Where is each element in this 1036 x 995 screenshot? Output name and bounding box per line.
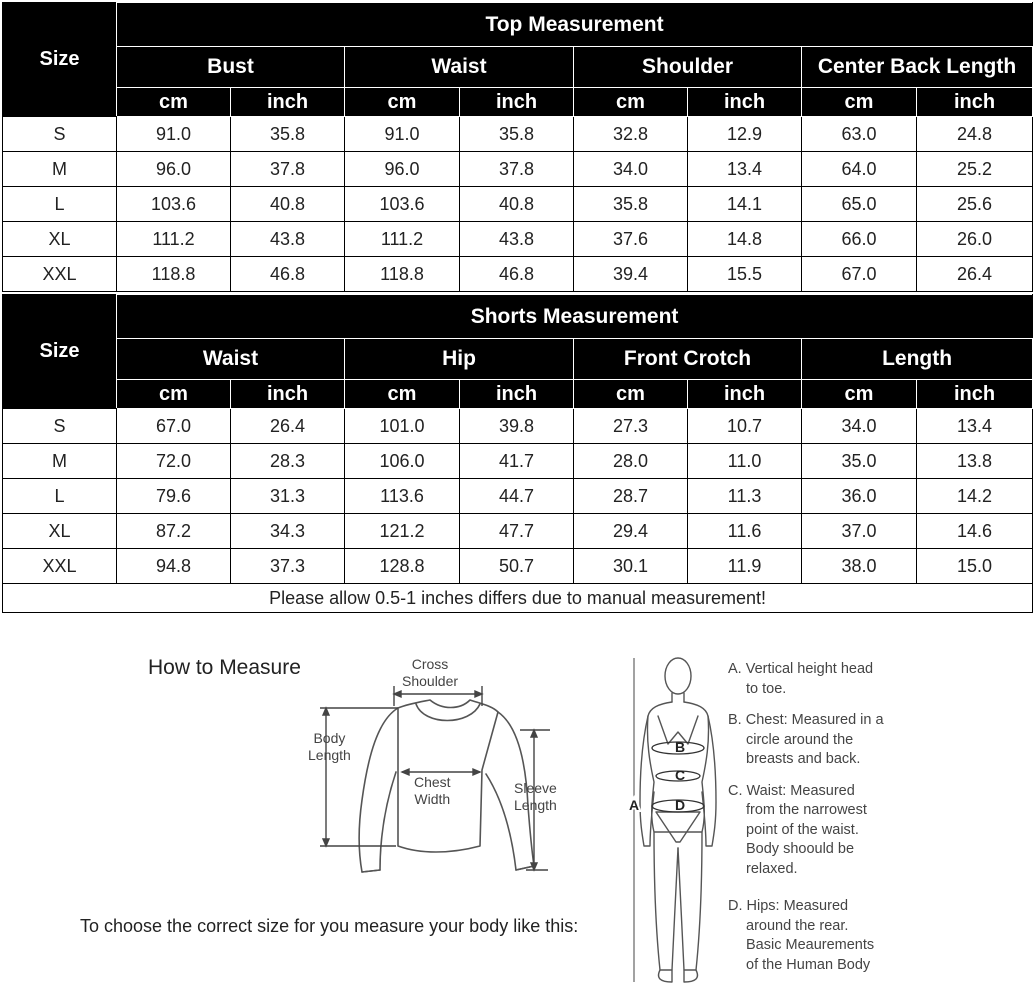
left-sleeve bbox=[359, 708, 398, 872]
value-cell: 37.3 bbox=[231, 549, 345, 584]
legend-line: breasts and back. bbox=[746, 751, 861, 767]
value-cell: 111.2 bbox=[117, 222, 231, 257]
value-cell: 11.9 bbox=[688, 549, 802, 584]
size-header: Size bbox=[3, 295, 117, 409]
measurement-note: Please allow 0.5-1 inches differs due to manual measurement! bbox=[3, 584, 1033, 613]
unit-header-inch: inch bbox=[917, 88, 1033, 117]
table-row bbox=[3, 409, 1033, 444]
value-cell: 13.8 bbox=[917, 444, 1033, 479]
table-row bbox=[3, 222, 1033, 257]
value-cell: 118.8 bbox=[345, 257, 460, 292]
group-header-length: Length bbox=[802, 339, 1033, 380]
marker-b: B bbox=[674, 739, 686, 755]
size-cell: XXL bbox=[3, 257, 117, 292]
unit-header-inch: inch bbox=[688, 380, 802, 409]
size-cell: L bbox=[3, 187, 117, 222]
value-cell: 44.7 bbox=[460, 479, 574, 514]
unit-header-cm: cm bbox=[802, 88, 917, 117]
legend-line: relaxed. bbox=[746, 860, 798, 877]
value-cell: 11.0 bbox=[688, 444, 802, 479]
unit-header-cm: cm bbox=[117, 88, 231, 117]
value-cell: 50.7 bbox=[460, 549, 574, 584]
value-cell: 28.3 bbox=[231, 444, 345, 479]
size-header: Size bbox=[3, 3, 117, 117]
table-row bbox=[3, 187, 1033, 222]
value-cell: 66.0 bbox=[802, 222, 917, 257]
unit-header-cm: cm bbox=[345, 380, 460, 409]
value-cell: 13.4 bbox=[688, 152, 802, 187]
value-cell: 37.8 bbox=[460, 152, 574, 187]
value-cell: 28.7 bbox=[574, 479, 688, 514]
value-cell: 39.8 bbox=[460, 409, 574, 444]
value-cell: 32.8 bbox=[574, 117, 688, 152]
head-icon bbox=[665, 658, 691, 694]
marker-a: A bbox=[628, 797, 640, 813]
value-cell: 26.4 bbox=[917, 257, 1033, 292]
value-cell: 11.6 bbox=[688, 514, 802, 549]
size-cell: M bbox=[3, 444, 117, 479]
value-cell: 63.0 bbox=[802, 117, 917, 152]
label-line: Body bbox=[313, 730, 346, 746]
value-cell: 37.8 bbox=[231, 152, 345, 187]
value-cell: 65.0 bbox=[802, 187, 917, 222]
sleeve-length-label bbox=[514, 780, 557, 814]
label-line: Chest bbox=[414, 774, 451, 790]
size-cell: L bbox=[3, 479, 117, 514]
unit-header-inch: inch bbox=[917, 380, 1033, 409]
legend-line: D. Hips: Measured bbox=[728, 898, 849, 914]
value-cell: 24.8 bbox=[917, 117, 1033, 152]
value-cell: 96.0 bbox=[345, 152, 460, 187]
value-cell: 25.6 bbox=[917, 187, 1033, 222]
value-cell: 96.0 bbox=[117, 152, 231, 187]
body-length-label bbox=[308, 730, 351, 764]
value-cell: 46.8 bbox=[231, 257, 345, 292]
table-row bbox=[3, 152, 1033, 187]
value-cell: 113.6 bbox=[345, 479, 460, 514]
choose-size-instruction: To choose the correct size for you measure your body like this: bbox=[80, 916, 579, 936]
size-cell: S bbox=[3, 117, 117, 152]
value-cell: 26.0 bbox=[917, 222, 1033, 257]
group-header-shoulder: Shoulder bbox=[574, 47, 802, 88]
value-cell: 37.6 bbox=[574, 222, 688, 257]
legend-line: to toe. bbox=[746, 680, 787, 697]
table-row bbox=[3, 479, 1033, 514]
value-cell: 47.7 bbox=[460, 514, 574, 549]
value-cell: 39.4 bbox=[574, 257, 688, 292]
label-line: Sleeve bbox=[514, 780, 557, 796]
value-cell: 35.0 bbox=[802, 444, 917, 479]
unit-header-cm: cm bbox=[345, 88, 460, 117]
value-cell: 118.8 bbox=[117, 257, 231, 292]
value-cell: 64.0 bbox=[802, 152, 917, 187]
body-diagram bbox=[620, 652, 730, 992]
label-line: Width bbox=[414, 791, 451, 807]
group-header-waist: Waist bbox=[345, 47, 574, 88]
legend-line: C. Waist: Measured bbox=[728, 782, 855, 799]
table-row bbox=[3, 549, 1033, 584]
value-cell: 34.0 bbox=[574, 152, 688, 187]
label-line: Shoulder bbox=[402, 673, 459, 689]
value-cell: 27.3 bbox=[574, 409, 688, 444]
group-header-bust: Bust bbox=[117, 47, 345, 88]
value-cell: 101.0 bbox=[345, 409, 460, 444]
value-cell: 31.3 bbox=[231, 479, 345, 514]
value-cell: 67.0 bbox=[117, 409, 231, 444]
unit-header-cm: cm bbox=[574, 380, 688, 409]
size-cell: XL bbox=[3, 222, 117, 257]
table-row bbox=[3, 514, 1033, 549]
value-cell: 94.8 bbox=[117, 549, 231, 584]
table-row bbox=[3, 444, 1033, 479]
cross-shoulder-label bbox=[402, 656, 458, 690]
value-cell: 79.6 bbox=[117, 479, 231, 514]
legend-line: A. Vertical height head bbox=[728, 661, 874, 677]
value-cell: 128.8 bbox=[345, 549, 460, 584]
marker-c: C bbox=[674, 767, 686, 783]
unit-header-inch: inch bbox=[688, 88, 802, 117]
value-cell: 43.8 bbox=[460, 222, 574, 257]
value-cell: 35.8 bbox=[574, 187, 688, 222]
chest-width-label bbox=[414, 774, 451, 808]
label-line: Length bbox=[514, 797, 557, 813]
group-header-hip: Hip bbox=[345, 339, 574, 380]
value-cell: 10.7 bbox=[688, 409, 802, 444]
group-header-center-back-length: Center Back Length bbox=[802, 47, 1033, 88]
table-row bbox=[3, 257, 1033, 292]
unit-header-inch: inch bbox=[231, 380, 345, 409]
how-to-measure-title: How to Measure bbox=[148, 656, 301, 679]
unit-header-cm: cm bbox=[802, 380, 917, 409]
legend-line: Body shoould be bbox=[746, 841, 855, 857]
value-cell: 72.0 bbox=[117, 444, 231, 479]
value-cell: 111.2 bbox=[345, 222, 460, 257]
value-cell: 38.0 bbox=[802, 549, 917, 584]
value-cell: 40.8 bbox=[231, 187, 345, 222]
value-cell: 37.0 bbox=[802, 514, 917, 549]
value-cell: 35.8 bbox=[231, 117, 345, 152]
value-cell: 103.6 bbox=[345, 187, 460, 222]
group-header-waist: Waist bbox=[117, 339, 345, 380]
legend-line: from the narrowest bbox=[746, 802, 867, 818]
value-cell: 25.2 bbox=[917, 152, 1033, 187]
value-cell: 40.8 bbox=[460, 187, 574, 222]
marker-d: D bbox=[674, 797, 686, 813]
value-cell: 91.0 bbox=[345, 117, 460, 152]
value-cell: 43.8 bbox=[231, 222, 345, 257]
size-cell: XXL bbox=[3, 549, 117, 584]
value-cell: 34.3 bbox=[231, 514, 345, 549]
shorts-measurement-table bbox=[2, 294, 1033, 613]
legend-line: B. Chest: Measured in a bbox=[728, 712, 884, 728]
how-to-measure-section bbox=[0, 620, 1036, 995]
table-title: Shorts Measurement bbox=[117, 295, 1033, 339]
label-line: Length bbox=[308, 747, 351, 763]
value-cell: 29.4 bbox=[574, 514, 688, 549]
unit-header-cm: cm bbox=[117, 380, 231, 409]
value-cell: 12.9 bbox=[688, 117, 802, 152]
measurement-legend bbox=[728, 660, 1028, 975]
value-cell: 103.6 bbox=[117, 187, 231, 222]
value-cell: 67.0 bbox=[802, 257, 917, 292]
value-cell: 35.8 bbox=[460, 117, 574, 152]
value-cell: 36.0 bbox=[802, 479, 917, 514]
value-cell: 14.1 bbox=[688, 187, 802, 222]
value-cell: 121.2 bbox=[345, 514, 460, 549]
label-line: Cross bbox=[411, 656, 449, 672]
size-cell: XL bbox=[3, 514, 117, 549]
legend-line: circle around the bbox=[746, 731, 854, 748]
unit-header-inch: inch bbox=[460, 88, 574, 117]
value-cell: 13.4 bbox=[917, 409, 1033, 444]
group-header-front-crotch: Front Crotch bbox=[574, 339, 802, 380]
unit-header-cm: cm bbox=[574, 88, 688, 117]
value-cell: 28.0 bbox=[574, 444, 688, 479]
legend-line: of the Human Body bbox=[746, 956, 871, 973]
unit-header-inch: inch bbox=[231, 88, 345, 117]
value-cell: 26.4 bbox=[231, 409, 345, 444]
value-cell: 41.7 bbox=[460, 444, 574, 479]
value-cell: 11.3 bbox=[688, 479, 802, 514]
size-cell: M bbox=[3, 152, 117, 187]
value-cell: 30.1 bbox=[574, 549, 688, 584]
value-cell: 91.0 bbox=[117, 117, 231, 152]
value-cell: 14.8 bbox=[688, 222, 802, 257]
legend-line: Basic Meaurements bbox=[746, 937, 875, 953]
unit-header-inch: inch bbox=[460, 380, 574, 409]
top-measurement-table bbox=[2, 2, 1033, 292]
value-cell: 106.0 bbox=[345, 444, 460, 479]
value-cell: 15.5 bbox=[688, 257, 802, 292]
value-cell: 87.2 bbox=[117, 514, 231, 549]
size-cell: S bbox=[3, 409, 117, 444]
value-cell: 14.2 bbox=[917, 479, 1033, 514]
table-title: Top Measurement bbox=[117, 3, 1033, 47]
legend-line: point of the waist. bbox=[746, 821, 859, 838]
value-cell: 14.6 bbox=[917, 514, 1033, 549]
legend-line: around the rear. bbox=[746, 917, 849, 934]
value-cell: 46.8 bbox=[460, 257, 574, 292]
value-cell: 15.0 bbox=[917, 549, 1033, 584]
table-row bbox=[3, 117, 1033, 152]
value-cell: 34.0 bbox=[802, 409, 917, 444]
